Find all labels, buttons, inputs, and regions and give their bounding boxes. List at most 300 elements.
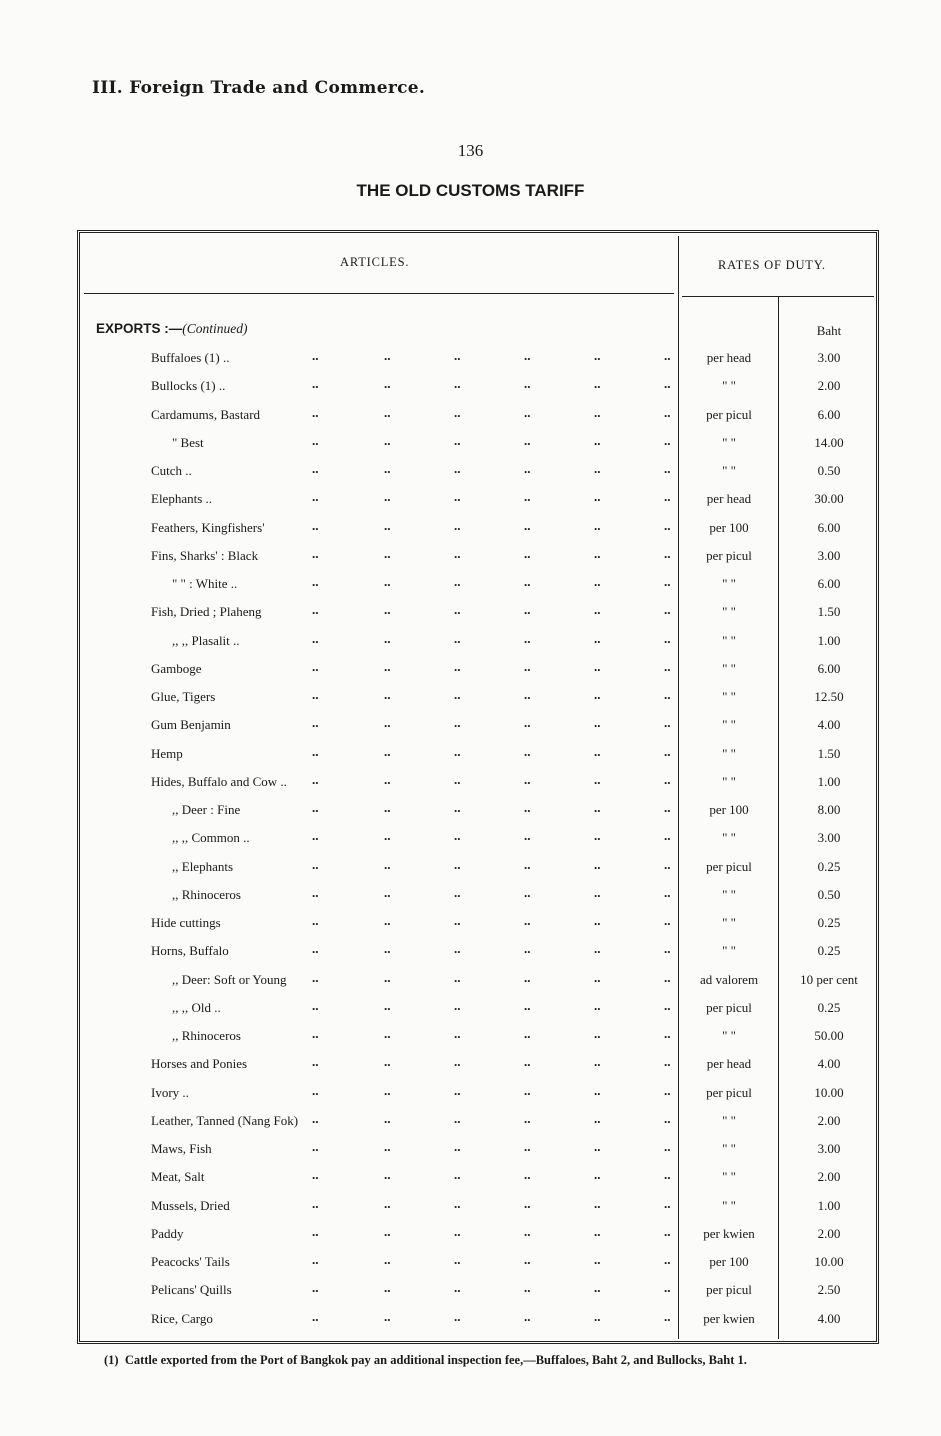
leader-dot: .. [312, 376, 319, 392]
leader-dot: .. [312, 630, 319, 646]
article-name: Glue, Tigers [151, 689, 219, 705]
article-name: Maws, Fish [151, 1141, 216, 1157]
leader-dot: .. [384, 913, 391, 928]
leader-dot: .. [312, 517, 319, 533]
leader-dot: .. [524, 630, 531, 646]
leader-dot: .. [312, 800, 319, 815]
leader-dot: .. [524, 743, 531, 759]
duty-unit: " " [722, 378, 736, 394]
leader-dot: .. [384, 771, 391, 787]
leader-dot: .. [454, 884, 461, 900]
duty-rate: 0.25 [817, 915, 841, 930]
leader-dot: .. [664, 1167, 671, 1183]
leader-dot: .. [594, 771, 601, 787]
article-name: Rice, Cargo [151, 1311, 217, 1327]
leader-dot: .. [594, 461, 601, 476]
leader-dot: .. [384, 743, 391, 759]
leader-dot: .. [384, 884, 391, 900]
duty-unit: ad valorem [699, 971, 759, 987]
leader-dot: .. [312, 743, 319, 759]
article-name: Gamboge [151, 661, 206, 677]
leader-dot: .. [384, 630, 391, 646]
table-row [80, 1223, 878, 1254]
leader-dot: .. [454, 630, 461, 646]
leader-dot: .. [312, 602, 319, 618]
leader-dot: .. [312, 348, 319, 363]
section-heading: III. Foreign Trade and Commerce. [92, 78, 426, 98]
duty-unit: " " [722, 576, 736, 591]
leader-dot: .. [524, 771, 531, 787]
duty-rate: 4.00 [817, 1056, 841, 1072]
leader-dot: .. [594, 1139, 601, 1154]
duty-rate: 3.00 [817, 1141, 841, 1156]
duty-rate: 6.00 [817, 406, 841, 422]
leader-dot: .. [454, 1139, 461, 1154]
table-row [80, 1308, 878, 1339]
leader-dot: .. [384, 997, 391, 1013]
leader-dot: .. [454, 489, 461, 505]
leader-dot: .. [384, 1252, 391, 1267]
article-name: Leather, Tanned (Nang Fok) [151, 1113, 302, 1129]
leader-dot: .. [312, 856, 319, 872]
leader-dot: .. [664, 828, 671, 844]
leader-dot: .. [524, 941, 531, 957]
leader-dot: .. [384, 574, 391, 589]
leader-dot: .. [524, 969, 531, 985]
leader-dot: .. [594, 348, 601, 363]
duty-unit: per picul [706, 1084, 752, 1100]
table-row [80, 658, 878, 689]
leader-dot: .. [454, 828, 461, 844]
leader-dot: .. [312, 997, 319, 1013]
leader-dot: .. [384, 1308, 391, 1324]
leader-dot: .. [594, 376, 601, 392]
article-name: Cardamums, Bastard [151, 407, 264, 423]
leader-dot: .. [524, 489, 531, 505]
leader-dot: .. [312, 1195, 319, 1211]
leader-dot: .. [524, 348, 531, 363]
duty-rate: 6.00 [817, 576, 841, 591]
leader-dot: .. [594, 1308, 601, 1324]
leader-dot: .. [312, 1082, 319, 1098]
leader-dot: .. [312, 1167, 319, 1183]
leader-dot: .. [664, 348, 671, 363]
header-bottom-rule [84, 293, 674, 294]
leader-dot: .. [524, 1139, 531, 1154]
duty-unit: " " [722, 689, 736, 704]
article-name: Feathers, Kingfishers' [151, 520, 269, 536]
leader-dot: .. [384, 941, 391, 957]
article-name: Pelicans' Quills [151, 1282, 236, 1298]
leader-dot: .. [664, 602, 671, 618]
table-row [80, 378, 878, 406]
leader-dot: .. [664, 997, 671, 1013]
duty-rate: 2.00 [817, 1225, 841, 1241]
duty-rate: 10.00 [814, 1254, 844, 1269]
leader-dot: .. [384, 348, 391, 363]
leader-dot: .. [594, 1054, 601, 1070]
article-name: ,, Elephants [172, 859, 237, 875]
leader-dot: .. [594, 1223, 601, 1239]
leader-dot: .. [454, 404, 461, 420]
leader-dot: .. [594, 545, 601, 561]
table-row [80, 1028, 878, 1056]
duty-rate: 1.50 [817, 604, 841, 620]
leader-dot: .. [664, 941, 671, 957]
leader-dot: .. [454, 432, 461, 448]
table-row [80, 1082, 878, 1113]
duty-rate: 0.25 [817, 943, 841, 959]
leader-dot: .. [664, 913, 671, 928]
article-name: Fins, Sharks' : Black [151, 548, 262, 564]
section-note: (Continued) [182, 321, 248, 336]
leader-dot: .. [454, 856, 461, 872]
leader-dot: .. [524, 715, 531, 731]
leader-dot: .. [664, 743, 671, 759]
duty-rate: 1.00 [817, 632, 841, 648]
leader-dot: .. [312, 715, 319, 731]
duty-unit: per 100 [709, 1254, 749, 1269]
leader-dot: .. [454, 1195, 461, 1211]
leader-dot: .. [594, 602, 601, 618]
leader-dot: .. [312, 1252, 319, 1267]
duty-rate: 50.00 [814, 1028, 844, 1043]
table-row [80, 771, 878, 802]
leader-dot: .. [312, 1054, 319, 1070]
duty-rate: 3.00 [817, 830, 841, 846]
leader-dot: .. [524, 574, 531, 589]
leader-dot: .. [594, 743, 601, 759]
leader-dot: .. [384, 715, 391, 731]
duty-unit: " " [722, 886, 736, 902]
leader-dot: .. [384, 1139, 391, 1154]
leader-dot: .. [454, 348, 461, 363]
leader-dot: .. [594, 630, 601, 646]
duty-unit: " " [722, 1112, 736, 1128]
leader-dot: .. [454, 913, 461, 928]
leader-dot: .. [312, 1139, 319, 1154]
leader-dot: .. [594, 489, 601, 505]
leader-dot: .. [524, 1110, 531, 1126]
leader-dot: .. [664, 630, 671, 646]
leader-dot: .. [594, 1082, 601, 1098]
leader-dot: .. [454, 771, 461, 787]
leader-dot: .. [664, 1054, 671, 1070]
article-name: " Best [172, 435, 208, 451]
article-name: Ivory .. [151, 1085, 193, 1101]
leader-dot: .. [524, 1195, 531, 1211]
table-row [80, 997, 878, 1028]
leader-dot: .. [524, 800, 531, 815]
leader-dot: .. [664, 517, 671, 533]
leader-dot: .. [454, 574, 461, 589]
leader-dot: .. [594, 997, 601, 1013]
leader-dot: .. [664, 1026, 671, 1041]
article-name: Paddy [151, 1226, 188, 1242]
leader-dot: .. [524, 432, 531, 448]
article-name: Hides, Buffalo and Cow .. [151, 774, 291, 790]
article-name: Fish, Dried ; Plaheng [151, 604, 266, 620]
leader-dot: .. [594, 715, 601, 731]
duty-unit: per head [706, 491, 752, 507]
leader-dot: .. [594, 1252, 601, 1267]
leader-dot: .. [454, 1082, 461, 1098]
footnote-text: Cattle exported from the Port of Bangkok pay an additional inspection fee,—Buffaloes, Baht 2, and Bullocks, Baht 1. [124, 1353, 747, 1367]
article-name: " " : White .. [172, 576, 241, 592]
leader-dot: .. [312, 489, 319, 505]
leader-dot: .. [664, 1223, 671, 1239]
duty-unit: " " [722, 632, 736, 648]
leader-dot: .. [664, 1252, 671, 1267]
section-label-text: EXPORTS :— [96, 321, 183, 336]
leader-dot: .. [454, 1110, 461, 1126]
leader-dot: .. [312, 404, 319, 420]
leader-dot: .. [384, 1195, 391, 1211]
duty-unit: " " [722, 434, 736, 450]
leader-dot: .. [664, 771, 671, 787]
leader-dot: .. [524, 1308, 531, 1324]
duty-rate: 2.00 [817, 378, 841, 394]
leader-dot: .. [384, 687, 391, 702]
duty-rate: 2.50 [817, 1282, 841, 1298]
article-name: Peacocks' Tails [151, 1254, 234, 1270]
leader-dot: .. [524, 376, 531, 392]
leader-dot: .. [594, 884, 601, 900]
leader-dot: .. [384, 432, 391, 448]
leader-dot: .. [524, 602, 531, 618]
leader-dot: .. [524, 1280, 531, 1296]
table-row [80, 630, 878, 661]
duty-unit: per picul [706, 406, 752, 422]
leader-dot: .. [454, 1223, 461, 1239]
leader-dot: .. [312, 658, 319, 674]
leader-dot: .. [664, 1280, 671, 1296]
page-number: 136 [457, 141, 484, 160]
leader-dot: .. [524, 461, 531, 476]
leader-dot: .. [384, 461, 391, 476]
leader-dot: .. [454, 461, 461, 476]
leader-dot: .. [312, 969, 319, 985]
leader-dot: .. [524, 404, 531, 420]
leader-dot: .. [454, 800, 461, 815]
table-row [80, 404, 878, 435]
leader-dot: .. [384, 602, 391, 618]
leader-dot: .. [454, 602, 461, 618]
leader-dot: .. [454, 376, 461, 392]
leader-dot: .. [664, 1110, 671, 1126]
leader-dot: .. [384, 1223, 391, 1239]
table-row [80, 1169, 878, 1197]
table-row [80, 1110, 878, 1141]
leader-dot: .. [664, 1082, 671, 1098]
leader-dot: .. [594, 856, 601, 872]
leader-dot: .. [524, 517, 531, 533]
leader-dot: .. [384, 404, 391, 420]
duty-unit: per 100 [709, 802, 749, 817]
article-name: Elephants .. [151, 491, 216, 507]
leader-dot: .. [524, 658, 531, 674]
leader-dot: .. [524, 997, 531, 1013]
duty-unit: " " [722, 1028, 736, 1043]
table-row [80, 350, 878, 378]
leader-dot: .. [312, 913, 319, 928]
duty-unit: per picul [706, 999, 752, 1015]
leader-dot: .. [664, 658, 671, 674]
duty-unit: " " [722, 773, 736, 789]
leader-dot: .. [312, 884, 319, 900]
leader-dot: .. [312, 1308, 319, 1324]
leader-dot: .. [524, 1054, 531, 1070]
duty-rate: 1.00 [817, 773, 841, 789]
duty-rate: 10 per cent [800, 971, 858, 987]
leader-dot: .. [524, 856, 531, 872]
leader-dot: .. [664, 856, 671, 872]
leader-dot: .. [312, 828, 319, 844]
duty-unit: " " [722, 745, 736, 761]
leader-dot: .. [664, 1139, 671, 1154]
duty-rate: 4.00 [817, 717, 841, 733]
leader-dot: .. [454, 687, 461, 702]
leader-dot: .. [664, 404, 671, 420]
leader-dot: .. [384, 1054, 391, 1070]
leader-dot: .. [664, 687, 671, 702]
leader-dot: .. [312, 1223, 319, 1239]
duty-unit: per 100 [709, 519, 749, 535]
leader-dot: .. [524, 545, 531, 561]
duty-unit: per picul [706, 547, 752, 563]
leader-dot: .. [454, 743, 461, 759]
leader-dot: .. [594, 432, 601, 448]
leader-dot: .. [312, 771, 319, 787]
leader-dot: .. [664, 432, 671, 448]
leader-dot: .. [664, 1195, 671, 1211]
leader-dot: .. [454, 658, 461, 674]
leader-dot: .. [384, 800, 391, 815]
articles-header: ARTICLES. [340, 255, 410, 269]
leader-dot: .. [454, 941, 461, 957]
leader-dot: .. [384, 1110, 391, 1126]
leader-dot: .. [454, 545, 461, 561]
article-name: Horses and Ponies [151, 1056, 251, 1072]
duty-rate: 0.25 [817, 858, 841, 874]
duty-rate: 30.00 [814, 491, 844, 507]
leader-dot: .. [384, 545, 391, 561]
duty-rate: 3.00 [817, 547, 841, 563]
leader-dot: .. [524, 1082, 531, 1098]
leader-dot: .. [524, 1223, 531, 1239]
table-row [80, 463, 878, 491]
article-name: Cutch .. [151, 463, 196, 479]
table-row [80, 743, 878, 774]
leader-dot: .. [454, 517, 461, 533]
duty-unit: per picul [706, 1282, 752, 1298]
leader-dot: .. [384, 856, 391, 872]
leader-dot: .. [664, 1308, 671, 1324]
duty-rate: 6.00 [817, 519, 841, 535]
leader-dot: .. [454, 1167, 461, 1183]
leader-dot: .. [524, 1252, 531, 1267]
leader-dot: .. [312, 1280, 319, 1296]
article-name: Buffaloes (1) .. [151, 350, 233, 366]
leader-dot: .. [384, 969, 391, 985]
duty-unit: " " [722, 717, 736, 733]
table-row [80, 576, 878, 604]
leader-dot: .. [312, 687, 319, 702]
duty-rate: 2.00 [817, 1169, 841, 1185]
table-row [80, 1282, 878, 1310]
leader-dot: .. [384, 1026, 391, 1041]
leader-dot: .. [524, 1167, 531, 1183]
leader-dot: .. [312, 545, 319, 561]
leader-dot: .. [454, 1308, 461, 1324]
table-row [80, 517, 878, 548]
leader-dot: .. [454, 1252, 461, 1267]
table-row [80, 717, 878, 745]
duty-unit: " " [722, 830, 736, 846]
table-row [80, 856, 878, 887]
leader-dot: .. [384, 489, 391, 505]
rates-header: RATES OF DUTY. [718, 258, 826, 272]
table-row [80, 1141, 878, 1169]
leader-dot: .. [664, 489, 671, 505]
article-name: Hemp [151, 746, 187, 762]
article-name: ,, ,, Old .. [172, 1000, 225, 1016]
leader-dot: .. [594, 969, 601, 985]
article-name: Mussels, Dried [151, 1198, 234, 1214]
leader-dot: .. [524, 1026, 531, 1041]
article-name: Meat, Salt [151, 1169, 208, 1185]
table-row [80, 604, 878, 632]
leader-dot: .. [664, 545, 671, 561]
leader-dot: .. [384, 828, 391, 844]
table-row [80, 884, 878, 915]
leader-dot: .. [524, 828, 531, 844]
leader-dot: .. [594, 1195, 601, 1211]
leader-dot: .. [664, 376, 671, 392]
article-name: Gum Benjamin [151, 717, 235, 733]
duty-unit: " " [722, 1141, 736, 1156]
duty-unit: " " [722, 660, 736, 676]
page-title: THE OLD CUSTOMS TARIFF [356, 181, 585, 200]
duty-unit: per picul [706, 858, 752, 874]
leader-dot: .. [664, 800, 671, 815]
article-name: ,, ,, Plasalit .. [172, 633, 244, 649]
leader-dot: .. [312, 461, 319, 476]
table-row [80, 491, 878, 519]
duty-rate: 0.50 [817, 463, 841, 478]
duty-rate: 12.50 [814, 689, 844, 704]
leader-dot: .. [594, 404, 601, 420]
leader-dot: .. [454, 1054, 461, 1070]
leader-dot: .. [312, 941, 319, 957]
leader-dot: .. [664, 574, 671, 589]
duty-rate: 1.50 [817, 745, 841, 761]
leader-dot: .. [594, 1167, 601, 1183]
article-name: ,, Rhinoceros [172, 887, 245, 903]
leader-dot: .. [664, 461, 671, 476]
article-name: ,, Deer : Fine [172, 802, 244, 818]
duty-unit: per head [706, 1056, 752, 1072]
duty-unit: per head [706, 350, 752, 365]
leader-dot: .. [384, 1280, 391, 1296]
leader-dot: .. [454, 715, 461, 731]
leader-dot: .. [594, 1110, 601, 1126]
article-name: ,, Rhinoceros [172, 1028, 245, 1044]
duty-unit: " " [722, 915, 736, 930]
leader-dot: .. [594, 800, 601, 815]
duty-rate: 8.00 [817, 802, 841, 817]
duty-unit: " " [722, 943, 736, 959]
